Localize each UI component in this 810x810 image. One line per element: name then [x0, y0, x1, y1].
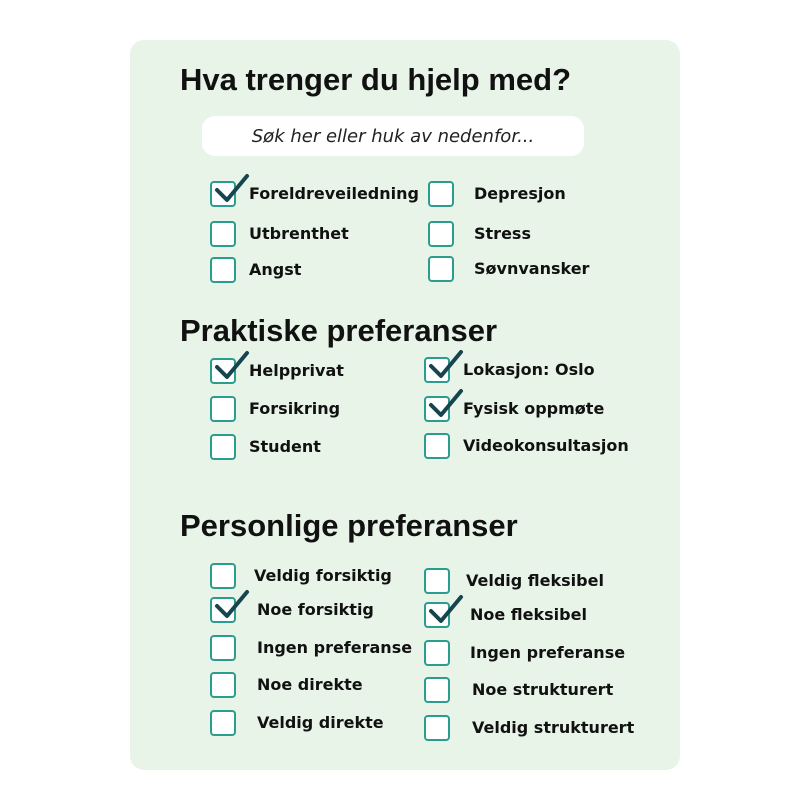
checkbox-label: Noe fleksibel [470, 605, 587, 624]
checkbox-veldig-fleksibel[interactable] [424, 568, 604, 594]
checkbox-box[interactable] [210, 434, 236, 460]
checkbox-label: Videokonsultasjon [463, 436, 629, 455]
checkbox-utbrenthet[interactable] [210, 221, 349, 247]
checkbox-label: Veldig strukturert [472, 718, 635, 737]
checkmark-icon [213, 589, 251, 625]
checkbox-label: Ingen preferanse [257, 638, 413, 657]
checkbox-student[interactable] [210, 434, 321, 460]
checkbox-box[interactable] [428, 221, 454, 247]
checkbox-label: Søvnvansker [474, 259, 590, 278]
checkbox-veldig-direkte[interactable] [210, 710, 384, 736]
checkbox-veldig-forsiktig[interactable] [210, 563, 392, 589]
checkbox-box[interactable] [210, 710, 236, 736]
search-input[interactable] [202, 116, 584, 156]
checkmark-icon [427, 349, 465, 385]
checkbox-ingen-preferanse-left[interactable] [210, 635, 412, 661]
checkbox-helpprivat[interactable] [210, 358, 344, 384]
checkbox-label: Lokasjon: Oslo [463, 360, 595, 379]
checkbox-label: Helpprivat [249, 361, 344, 380]
checkbox-fysisk-oppmote[interactable] [424, 396, 604, 422]
checkbox-angst[interactable] [210, 257, 301, 283]
checkbox-foreldreveiledning[interactable] [210, 181, 419, 207]
checkbox-box[interactable] [210, 396, 236, 422]
checkbox-box[interactable] [424, 602, 450, 628]
checkbox-label: Noe strukturert [472, 680, 614, 699]
checkbox-box[interactable] [210, 221, 236, 247]
checkbox-ingen-preferanse-right[interactable] [424, 640, 625, 666]
checkbox-veldig-strukturert[interactable] [424, 715, 634, 741]
checkbox-box[interactable] [428, 181, 454, 207]
checkbox-box[interactable] [428, 256, 454, 282]
checkbox-box[interactable] [424, 396, 450, 422]
checkmark-icon [213, 350, 251, 386]
help-section-title: Hva trenger du hjelp med? [180, 62, 572, 97]
checkbox-forsikring[interactable] [210, 396, 340, 422]
checkbox-label: Utbrenthet [249, 224, 349, 243]
checkbox-label: Angst [249, 260, 302, 279]
checkbox-label: Fysisk oppmøte [463, 399, 605, 418]
practical-section-title: Praktiske preferanser [180, 313, 498, 348]
checkbox-box[interactable] [210, 257, 236, 283]
checkbox-label: Noe forsiktig [257, 600, 374, 619]
personal-section-title: Personlige preferanser [180, 508, 518, 543]
checkbox-label: Student [249, 437, 321, 456]
checkmark-icon [427, 388, 465, 424]
checkbox-noe-direkte[interactable] [210, 672, 363, 698]
checkbox-label: Forsikring [249, 399, 341, 418]
checkbox-label: Veldig forsiktig [254, 566, 392, 585]
checkbox-label: Stress [474, 224, 531, 243]
checkbox-box[interactable] [424, 640, 450, 666]
checkbox-box[interactable] [424, 715, 450, 741]
checkbox-stress[interactable] [428, 221, 531, 247]
checkbox-noe-strukturert[interactable] [424, 677, 613, 703]
checkbox-label: Veldig fleksibel [466, 571, 604, 590]
checkbox-box[interactable] [424, 357, 450, 383]
checkmark-icon [213, 173, 251, 209]
checkbox-box[interactable] [210, 358, 236, 384]
checkbox-box[interactable] [424, 677, 450, 703]
checkbox-label: Noe direkte [257, 675, 363, 694]
checkmark-icon [427, 594, 465, 630]
checkbox-box[interactable] [424, 433, 450, 459]
checkbox-depresjon[interactable] [428, 181, 566, 207]
checkbox-noe-fleksibel[interactable] [424, 602, 587, 628]
checkbox-sovnvansker[interactable] [428, 256, 589, 282]
checkbox-box[interactable] [210, 635, 236, 661]
checkbox-lokasjon-oslo[interactable] [424, 357, 595, 383]
checkbox-box[interactable] [210, 597, 236, 623]
checkbox-label: Ingen preferanse [470, 643, 626, 662]
checkbox-label: Foreldreveiledning [249, 184, 419, 203]
checkbox-videokonsultasjon[interactable] [424, 433, 629, 459]
checkbox-box[interactable] [210, 563, 236, 589]
checkbox-box[interactable] [210, 672, 236, 698]
checkbox-label: Depresjon [474, 184, 566, 203]
checkbox-label: Veldig direkte [257, 713, 384, 732]
checkbox-box[interactable] [210, 181, 236, 207]
checkbox-noe-forsiktig[interactable] [210, 597, 374, 623]
checkbox-box[interactable] [424, 568, 450, 594]
